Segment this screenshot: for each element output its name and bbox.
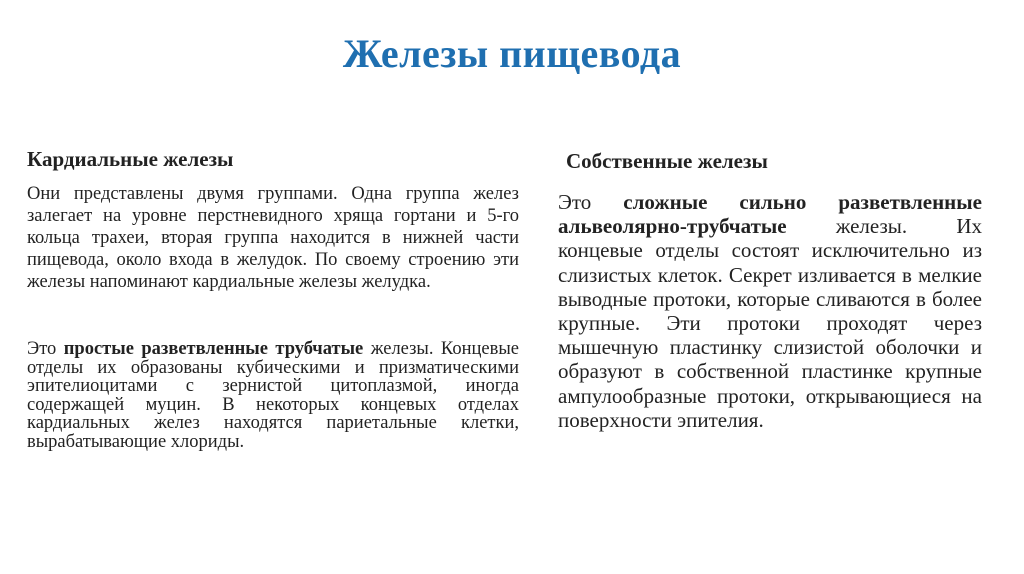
left-p2-prefix: Это xyxy=(27,339,64,359)
right-p1-prefix: Это xyxy=(558,190,624,214)
left-column-heading: Кардиальные железы xyxy=(27,147,234,171)
right-column-heading: Собственные железы xyxy=(566,149,768,173)
left-p2-rest: железы. Концевые отделы их образованы кубическими и призматическими эпителиоцитами с зернистой цитоплазмой, иногда содержащей муцин. В некоторых концевых отделах кардиальных желез находятся париетальные клетки, вырабатывающие хлориды. xyxy=(27,339,519,452)
right-p1-bold-term: сложные сильно разветвленные альвеолярно-трубчатые xyxy=(558,190,982,239)
right-paragraph-1 xyxy=(558,190,982,432)
slide-title: Железы пищевода xyxy=(342,31,682,76)
left-paragraph-2 xyxy=(27,340,519,451)
left-paragraph-1: Они представлены двумя группами. Одна группа желез залегает на уровне перстневидного хряща гортани и 5-го кольца трахеи, вторая группа находится в нижней части пищевода, около входа в желудок. По своему строению эти железы напоминают кардиальные железы желудка. xyxy=(27,184,519,292)
right-p1-rest: железы. Их концевые отделы состоят исключительно из слизистых клеток. Секрет изливается в мелкие выводные протоки, которые сливаются в более крупные. Эти протоки проходят через мышечную пластинку слизистой оболочки и образуют в собственной пластинке крупные ампулообразные протоки, открывающиеся на поверхности эпителия. xyxy=(558,214,982,432)
left-p2-bold-term: простые разветвленные трубчатые xyxy=(63,339,364,359)
